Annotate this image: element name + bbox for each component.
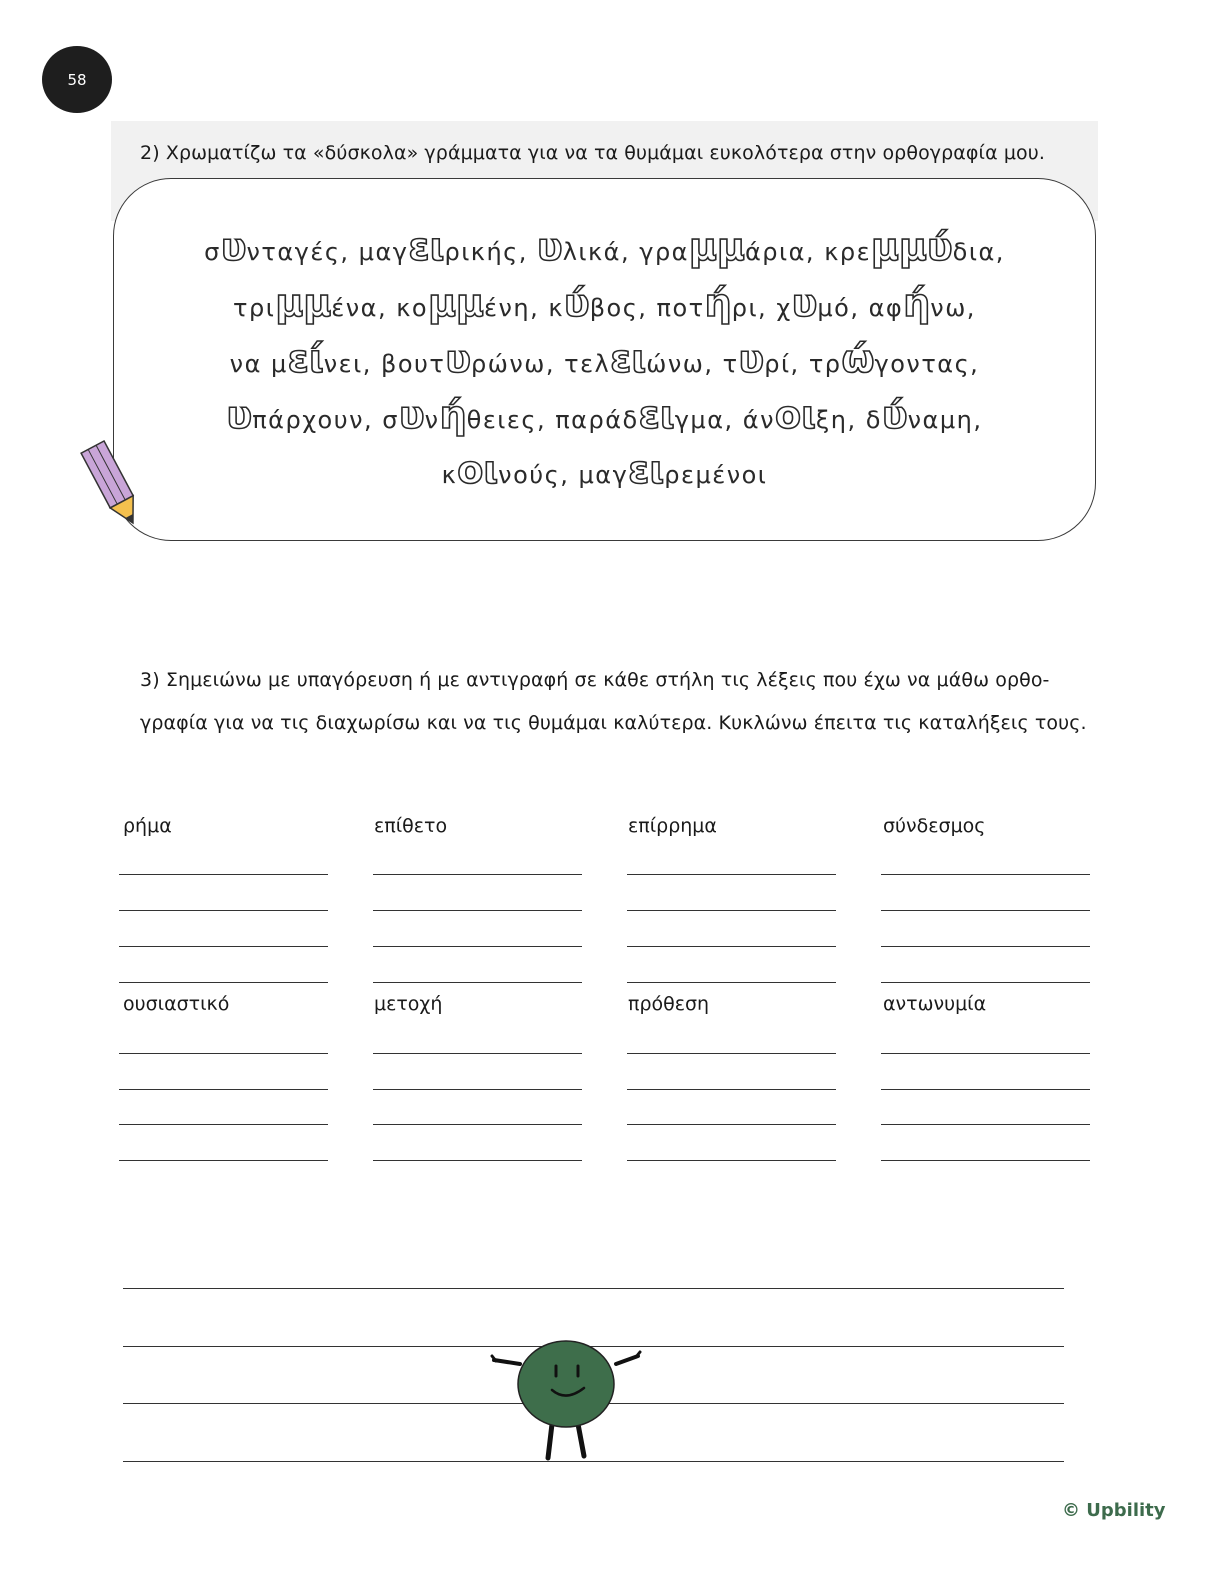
- category-label-adverb: επίρρημα: [628, 815, 717, 837]
- word-text: ρί, τρ: [764, 350, 842, 378]
- highlighted-letters: οι: [775, 393, 816, 437]
- exercise3-instruction-line1: 3) Σημειώνω με υπαγόρευση ή με αντιγραφή σε κάθε στήλη τις λέξεις που έχω να μάθω ορθο-: [140, 669, 1050, 691]
- word-text: νει, βουτ: [323, 350, 446, 378]
- category-label-preposition: πρόθεση: [628, 993, 710, 1015]
- answer-line[interactable]: [881, 946, 1090, 947]
- category-label-verb: ρήμα: [123, 815, 172, 837]
- highlighted-letters: ει: [628, 448, 665, 492]
- word-text: μό, αφ: [817, 294, 904, 322]
- answer-line[interactable]: [119, 1124, 328, 1125]
- highlighted-letters: ή: [704, 281, 732, 325]
- highlighted-letters: υ: [537, 225, 563, 269]
- word-text: ένα, κο: [331, 294, 429, 322]
- highlighted-letters: ώ: [841, 337, 875, 381]
- highlighted-letters: ύ: [564, 281, 590, 325]
- answer-line[interactable]: [881, 1160, 1090, 1161]
- highlighted-letters: ή: [903, 281, 931, 325]
- word-text: άρια, κρε: [744, 238, 872, 266]
- answer-line[interactable]: [881, 1053, 1090, 1054]
- word-text: γοντας,: [874, 350, 980, 378]
- category-label-conjunction: σύνδεσμος: [883, 815, 986, 837]
- category-label-noun: ουσιαστικό: [123, 993, 230, 1015]
- word-text: ρικής,: [444, 238, 538, 266]
- highlighted-letters: μμύ: [871, 225, 953, 269]
- highlighted-letters: υ: [399, 393, 425, 437]
- answer-line[interactable]: [627, 982, 836, 983]
- category-label-participle: μετοχή: [374, 993, 443, 1015]
- answer-line[interactable]: [373, 982, 582, 983]
- answer-line[interactable]: [627, 874, 836, 875]
- word-text: ώνω, τ: [646, 350, 739, 378]
- smiley-mascot-icon: [488, 1338, 648, 1468]
- exercise3-instruction-line2: γραφία για να τις διαχωρίσω και να τις θυμάμαι καλύτερα. Κυκλώνω έπειτα τις καταλήξεις τους.: [140, 712, 1087, 734]
- writing-line-1[interactable]: [123, 1288, 1064, 1289]
- word-line-1: [113, 225, 1096, 269]
- word-text: θειες, παράδ: [466, 406, 639, 434]
- answer-line[interactable]: [119, 1089, 328, 1090]
- highlighted-letters: μμ: [689, 225, 745, 269]
- answer-line[interactable]: [373, 1124, 582, 1125]
- answer-line[interactable]: [119, 1053, 328, 1054]
- mascot-body: [518, 1341, 614, 1427]
- answer-line[interactable]: [119, 1160, 328, 1161]
- word-line-2: [113, 281, 1096, 325]
- answer-line[interactable]: [627, 946, 836, 947]
- word-text: νω,: [930, 294, 976, 322]
- answer-line[interactable]: [373, 874, 582, 875]
- word-text: σ: [204, 238, 221, 266]
- highlighted-letters: ύ: [881, 393, 908, 437]
- answer-line[interactable]: [881, 1089, 1090, 1090]
- answer-line[interactable]: [627, 1124, 836, 1125]
- page-number: 58: [67, 70, 87, 89]
- category-label-pronoun: αντωνυμία: [883, 993, 987, 1015]
- page-number-badge: [42, 46, 112, 113]
- highlighted-letters: ει: [408, 225, 445, 269]
- word-text: βος, ποτ: [589, 294, 705, 322]
- word-text: κ: [441, 461, 458, 489]
- answer-line[interactable]: [119, 946, 328, 947]
- copyright-brand: © Upbility: [1062, 1500, 1166, 1521]
- answer-line[interactable]: [881, 910, 1090, 911]
- word-text: ρώνω, τελ: [471, 350, 611, 378]
- word-text: ρι, χ: [731, 294, 792, 322]
- answer-line[interactable]: [881, 1124, 1090, 1125]
- highlighted-letters: υ: [791, 281, 818, 325]
- highlighted-letters: υ: [220, 225, 247, 269]
- word-text: γμα, άν: [674, 406, 775, 434]
- answer-line[interactable]: [373, 946, 582, 947]
- answer-line[interactable]: [373, 1089, 582, 1090]
- answer-line[interactable]: [119, 982, 328, 983]
- answer-line[interactable]: [373, 910, 582, 911]
- answer-line[interactable]: [881, 982, 1090, 983]
- category-label-adjective: επίθετο: [374, 815, 448, 837]
- word-text: νταγές, μαγ: [246, 238, 409, 266]
- highlighted-letters: εί: [287, 337, 324, 381]
- pencil-icon: [80, 435, 150, 535]
- answer-line[interactable]: [627, 910, 836, 911]
- highlighted-letters: μμ: [275, 281, 332, 325]
- highlighted-letters: υ: [738, 337, 765, 381]
- word-text: τρι: [233, 294, 276, 322]
- answer-line[interactable]: [119, 874, 328, 875]
- exercise2-instruction: 2) Χρωματίζω τα «δύσκολα» γράμματα για να τα θυμάμαι ευκολότερα στην ορθογραφία μου.: [140, 142, 1045, 164]
- word-line-5: [113, 448, 1096, 492]
- word-line-4: [113, 393, 1096, 437]
- highlighted-letters: υ: [445, 337, 472, 381]
- answer-line[interactable]: [373, 1160, 582, 1161]
- highlighted-letters: ει: [610, 337, 647, 381]
- answer-line[interactable]: [627, 1089, 836, 1090]
- answer-line[interactable]: [881, 874, 1090, 875]
- word-text: ν: [424, 406, 440, 434]
- word-text: πάρχουν, σ: [252, 406, 399, 434]
- word-line-3: [113, 337, 1096, 381]
- highlighted-letters: οι: [457, 448, 499, 492]
- highlighted-letters: μμ: [428, 281, 485, 325]
- word-text: ρεμένοι: [664, 461, 768, 489]
- answer-line[interactable]: [627, 1160, 836, 1161]
- highlighted-letters: ει: [638, 393, 675, 437]
- answer-line[interactable]: [373, 1053, 582, 1054]
- word-text: λικά, γρα: [562, 238, 689, 266]
- word-text: νούς, μαγ: [498, 461, 629, 489]
- answer-line[interactable]: [627, 1053, 836, 1054]
- answer-line[interactable]: [119, 910, 328, 911]
- highlighted-letters: υ: [226, 393, 253, 437]
- word-text: ναμη,: [907, 406, 983, 434]
- word-text: δια,: [952, 238, 1005, 266]
- word-text: ξη, δ: [815, 406, 882, 434]
- word-text: να μ: [229, 350, 288, 378]
- highlighted-letters: ή: [439, 393, 467, 437]
- word-text: ένη, κ: [484, 294, 565, 322]
